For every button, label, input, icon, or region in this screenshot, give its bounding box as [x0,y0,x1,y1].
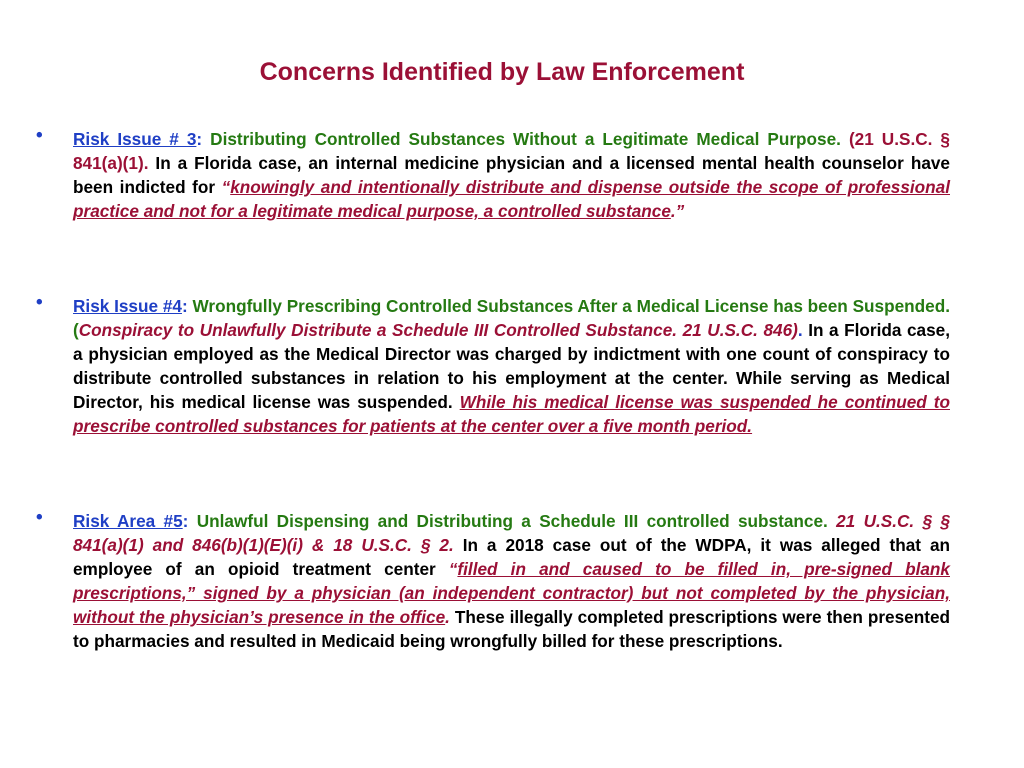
case-description: In a 2018 case out of the WDPA, it was alleged that an employee of an opioid treatment center [73,535,950,579]
quote-open: “ [448,559,458,579]
quoted-charge: While his medical license was suspended he continued to prescribe controlled substances for patients at the center over a five month period. [73,392,950,436]
quoted-charge: filled in and caused to be filled in, pre-signed blank prescriptions,” signed by a physician (an independent contractor) but not completed by the physician, without the physician’s presence in the office [73,559,950,627]
quoted-charge: knowingly and intentionally distribute and dispense outside the scope of professional practice and not for a legitimate medical purpose, a controlled substance [73,177,950,221]
label-colon: : [196,129,203,149]
statute-citation: Conspiracy to Unlawfully Distribute a Schedule III Controlled Substance. 21 U.S.C. 846) [78,320,798,340]
risk-heading: Wrongfully Prescribing Controlled Substances After a Medical License has been Suspended. ( [73,296,950,340]
quote-close: . [445,607,450,627]
risk-label[interactable]: Risk Issue #4 [73,296,182,316]
case-outcome: These illegally completed prescriptions were then presented to pharmacies and resulted in Medicaid being wrongfully billed for these prescriptions. [73,607,950,651]
case-description: In a Florida case, a physician employed as the Medical Director was charged by indictment with one count of conspiracy to distribute controlled substances in relation to his employment at the center. While serving as Medical Director, his medical license was suspended. [73,320,950,412]
bullet-icon: • [36,292,43,313]
citation-period: . [797,320,803,340]
risk-heading: Distributing Controlled Substances Without a Legitimate Medical Purpose. [202,129,849,149]
label-colon: : [182,511,189,531]
quote-open: “ [221,177,231,197]
risk-heading: Unlawful Dispensing and Distributing a Schedule III controlled substance. [188,511,837,531]
case-description: In a Florida case, an internal medicine physician and a licensed mental health counselor have been indicted for [73,153,950,197]
quote-close: .” [670,201,685,221]
bullet-icon: • [36,507,43,528]
label-colon: : [181,296,188,316]
slide-title: Concerns Identified by Law Enforcement [259,58,745,86]
risk-item-4 [73,294,950,438]
risk-item-3 [73,127,950,223]
risk-area-5 [73,509,950,653]
statute-citation: (21 U.S.C. § 841(a)(1). [73,129,950,173]
risk-label[interactable]: Risk Issue # 3 [73,129,197,149]
risk-label[interactable]: Risk Area #5 [73,511,183,531]
bullet-icon: • [36,125,43,146]
statute-citation: 21 U.S.C. § § 841(a)(1) and 846(b)(1)(E)(i) & 18 U.S.C. § 2. [73,511,950,555]
